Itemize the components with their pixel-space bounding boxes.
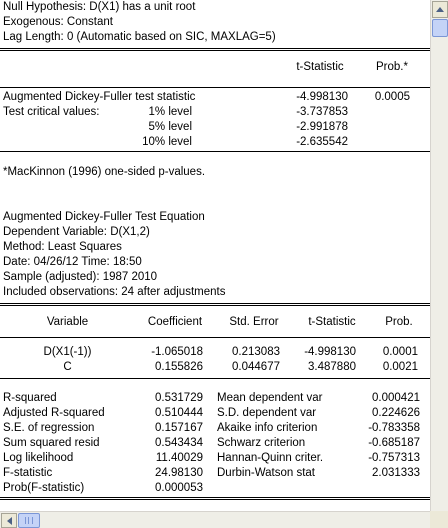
divider [0,303,430,304]
dependent-variable: Dependent Variable: D(X1,2) [3,226,150,238]
stat-value: 0.543434 [155,437,203,449]
coef-header-std-error: Std. Error [229,316,279,328]
divider [0,50,430,51]
coef-std-error: 0.213083 [232,346,280,358]
coef-prob: 0.0021 [382,361,418,373]
horizontal-scrollbar[interactable] [0,511,430,528]
coef-header-tstat: t-Statistic [308,316,356,328]
arrow-up-icon [436,7,444,12]
coef-variable: C [63,361,72,373]
crit-value: -2.635542 [296,136,348,148]
stat-value: -0.685187 [368,437,420,449]
stat-label: Hannan-Quinn criter. [217,452,324,464]
adf-stat-prob: 0.0005 [374,91,410,103]
stat-label: S.D. dependent var [217,407,317,419]
crit-level: 5% level [148,121,192,133]
stat-label: Adjusted R-squared [3,407,105,419]
date-time: Date: 04/26/12 Time: 18:50 [3,256,142,268]
coef-prob: 0.0001 [382,346,418,358]
divider [0,48,430,49]
stat-value: 0.531729 [155,392,203,404]
stat-value: 0.000421 [372,392,420,404]
coef-header-variable: Variable [46,316,89,328]
crit-level: 10% level [142,136,192,148]
coef-value: 0.155826 [155,361,203,373]
stat-label: F-statistic [3,467,53,479]
divider [0,305,430,306]
method-text: Method: Least Squares [3,241,122,253]
stat-value: 24.98130 [155,467,203,479]
divider [0,151,430,152]
grip-icon [25,517,33,524]
sample-text: Sample (adjusted): 1987 2010 [3,271,158,283]
coef-header-prob: Prob. [385,316,413,328]
lag-length-text: Lag Length: 0 (Automatic based on SIC, MAXLAG=5) [3,31,276,43]
divider [0,337,430,338]
coef-std-error: 0.044677 [232,361,280,373]
stat-value: 11.40029 [155,452,203,464]
stat-label: S.E. of regression [3,422,95,434]
divider [0,497,430,498]
col-header-prob: Prob.* [376,61,408,73]
coef-variable: D(X1(-1)) [43,346,92,358]
adf-stat-label: Augmented Dickey-Fuller test statistic [3,91,196,103]
stat-label: Akaike info criterion [217,422,318,434]
stat-label: Schwarz criterion [217,437,306,449]
observations-text: Included observations: 24 after adjustments [3,286,226,298]
stat-label: R-squared [3,392,57,404]
crit-values-label: Test critical values: [3,106,100,118]
stat-label: Log likelihood [3,452,74,464]
coef-tstat: -4.998130 [304,346,356,358]
divider [0,499,430,500]
horizontal-scroll-thumb[interactable] [18,513,40,528]
stat-value: -0.757313 [368,452,420,464]
col-header-tstat: t-Statistic [296,61,344,73]
stat-value: 0.000053 [155,482,203,494]
vertical-scroll-thumb[interactable] [432,19,448,37]
divider [0,87,430,88]
stat-value: 2.031333 [372,467,420,479]
stat-value: 0.224626 [372,407,420,419]
vertical-scrollbar[interactable] [430,0,448,511]
stat-value: -0.783358 [368,422,420,434]
null-hypothesis: Null Hypothesis: D(X1) has a unit root [3,1,196,13]
scroll-up-button[interactable] [432,1,448,18]
scroll-left-button[interactable] [1,513,17,528]
stat-label: Sum squared resid [3,437,100,449]
stat-value: 0.510444 [155,407,203,419]
stat-label: Mean dependent var [217,392,323,404]
exogenous-text: Exogenous: Constant [3,16,113,28]
scrollbar-corner [430,511,448,528]
arrow-left-icon [7,517,12,525]
crit-level: 1% level [148,106,192,118]
equation-title: Augmented Dickey-Fuller Test Equation [3,211,205,223]
coef-value: -1.065018 [151,346,203,358]
crit-value: -3.737853 [296,106,348,118]
footnote: *MacKinnon (1996) one-sided p-values. [3,166,206,178]
coef-header-coefficient: Coefficient [147,316,203,328]
stat-label: Durbin-Watson stat [217,467,315,479]
stat-value: 0.157167 [155,422,203,434]
crit-value: -2.991878 [296,121,348,133]
adf-stat-value: -4.998130 [296,91,348,103]
divider [0,378,430,379]
coef-tstat: 3.487880 [308,361,356,373]
stat-label: Prob(F-statistic) [3,482,85,494]
